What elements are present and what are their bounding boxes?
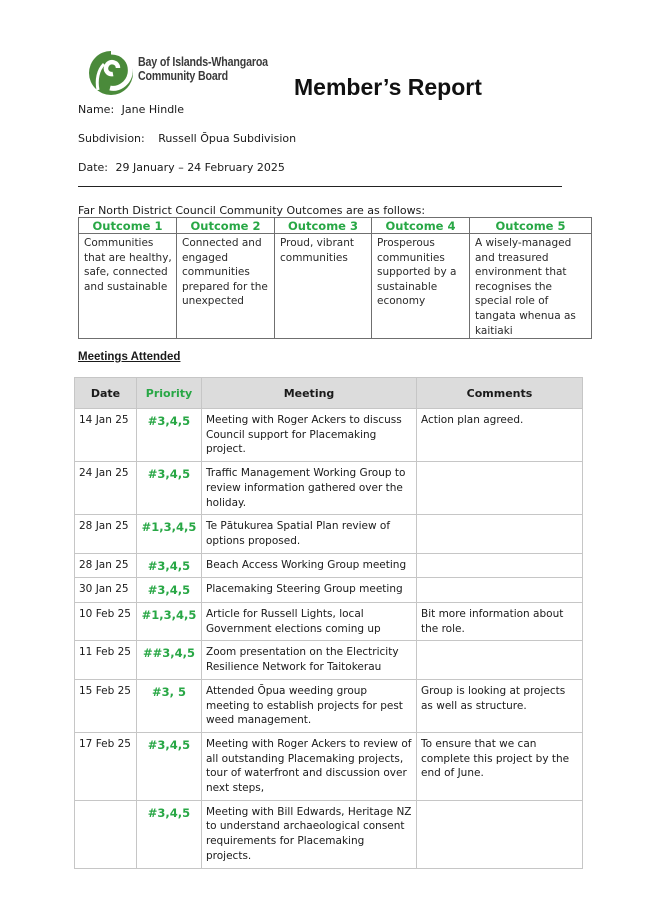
outcomes-intro: Far North District Council Community Outcomes are as follows: [78, 204, 426, 217]
meeting-description: Meeting with Roger Ackers to discuss Council support for Placemaking project. [202, 409, 417, 462]
meeting-priority: #3, 5 [137, 679, 202, 732]
meeting-date: 17 Feb 25 [75, 732, 137, 800]
koru-logo-icon [88, 46, 140, 98]
table-row [75, 603, 583, 641]
meeting-priority: #3,4,5 [137, 800, 202, 868]
meeting-description: Meeting with Bill Edwards, Heritage NZ to understand archaeological consent requirements for Placemaking projects. [202, 800, 417, 868]
meeting-comment [417, 462, 583, 515]
meetings-heading: Meetings Attended [78, 351, 181, 363]
meeting-priority: ##3,4,5 [137, 641, 202, 679]
logo-line-1: Bay of Islands-Whangaroa [138, 54, 268, 69]
meeting-priority: #3,4,5 [137, 409, 202, 462]
date-range: 29 January – 24 February 2025 [115, 161, 285, 174]
outcomes-table [78, 217, 592, 339]
outcome-description: Proud, vibrant communities [275, 234, 372, 339]
name-label: Name: [78, 103, 115, 116]
date-line [78, 161, 285, 174]
meeting-comment [417, 578, 583, 603]
meeting-priority: #3,4,5 [137, 553, 202, 578]
meeting-date [75, 800, 137, 868]
outcome-header: Outcome 4 [372, 218, 470, 234]
meeting-comment: Action plan agreed. [417, 409, 583, 462]
meeting-description: Te Pātukurea Spatial Plan review of options proposed. [202, 515, 417, 553]
meetings-table [74, 377, 583, 869]
meeting-priority: #3,4,5 [137, 462, 202, 515]
logo-wordmark [138, 55, 268, 83]
priority-column-header: Priority [137, 378, 202, 409]
meeting-priority: #3,4,5 [137, 732, 202, 800]
meeting-date: 14 Jan 25 [75, 409, 137, 462]
outcome-description: A wisely-managed and treasured environment that recognises the special role of tangata whenua as kaitiaki [470, 234, 592, 339]
meeting-date: 28 Jan 25 [75, 515, 137, 553]
divider [78, 186, 562, 187]
table-row [75, 679, 583, 732]
logo-line-2: Community Board [138, 68, 228, 83]
meeting-date: 15 Feb 25 [75, 679, 137, 732]
outcome-description: Communities that are healthy, safe, connected and sustainable [79, 234, 177, 339]
outcome-header: Outcome 1 [79, 218, 177, 234]
meeting-date: 28 Jan 25 [75, 553, 137, 578]
outcome-header: Outcome 2 [177, 218, 275, 234]
meeting-description: Article for Russell Lights, local Government elections coming up [202, 603, 417, 641]
table-row [75, 578, 583, 603]
outcomes-header-row [79, 218, 592, 234]
outcome-description: Connected and engaged communities prepared for the unexpected [177, 234, 275, 339]
date-label: Date: [78, 161, 108, 174]
comments-column-header: Comments [417, 378, 583, 409]
meeting-description: Attended Ōpua weeding group meeting to establish projects for pest weed management. [202, 679, 417, 732]
meeting-priority: #3,4,5 [137, 578, 202, 603]
meeting-comment [417, 553, 583, 578]
outcome-header: Outcome 3 [275, 218, 372, 234]
table-row [75, 732, 583, 800]
meeting-date: 11 Feb 25 [75, 641, 137, 679]
meetings-header-row [75, 378, 583, 409]
table-row [75, 515, 583, 553]
meeting-comment: Group is looking at projects as well as structure. [417, 679, 583, 732]
table-row [75, 800, 583, 868]
meeting-date: 10 Feb 25 [75, 603, 137, 641]
table-row [75, 462, 583, 515]
outcomes-description-row [79, 234, 592, 339]
member-name: Jane Hindle [121, 103, 184, 116]
meeting-comment: To ensure that we can complete this project by the end of June. [417, 732, 583, 800]
meeting-description: Traffic Management Working Group to review information gathered over the holiday. [202, 462, 417, 515]
meeting-priority: #1,3,4,5 [137, 603, 202, 641]
subdivision-value: Russell Ōpua Subdivision [158, 132, 297, 145]
subdivision-line [78, 132, 296, 145]
meeting-description: Zoom presentation on the Electricity Resilience Network for Taitokerau [202, 641, 417, 679]
meeting-date: 30 Jan 25 [75, 578, 137, 603]
table-row [75, 641, 583, 679]
table-row [75, 409, 583, 462]
meeting-comment [417, 641, 583, 679]
date-column-header: Date [75, 378, 137, 409]
meeting-description: Meeting with Roger Ackers to review of all outstanding Placemaking projects, tour of waterfront and discussion over next steps, [202, 732, 417, 800]
report-title: Member’s Report [294, 74, 482, 100]
meeting-comment [417, 515, 583, 553]
meeting-description: Placemaking Steering Group meeting [202, 578, 417, 603]
subdivision-label: Subdivision: [78, 132, 145, 145]
meeting-column-header: Meeting [202, 378, 417, 409]
meeting-date: 24 Jan 25 [75, 462, 137, 515]
meeting-comment: Bit more information about the role. [417, 603, 583, 641]
meeting-comment [417, 800, 583, 868]
meeting-priority: #1,3,4,5 [137, 515, 202, 553]
table-row [75, 553, 583, 578]
outcome-description: Prosperous communities supported by a sustainable economy [372, 234, 470, 339]
outcome-header: Outcome 5 [470, 218, 592, 234]
meeting-description: Beach Access Working Group meeting [202, 553, 417, 578]
name-line [78, 103, 184, 116]
